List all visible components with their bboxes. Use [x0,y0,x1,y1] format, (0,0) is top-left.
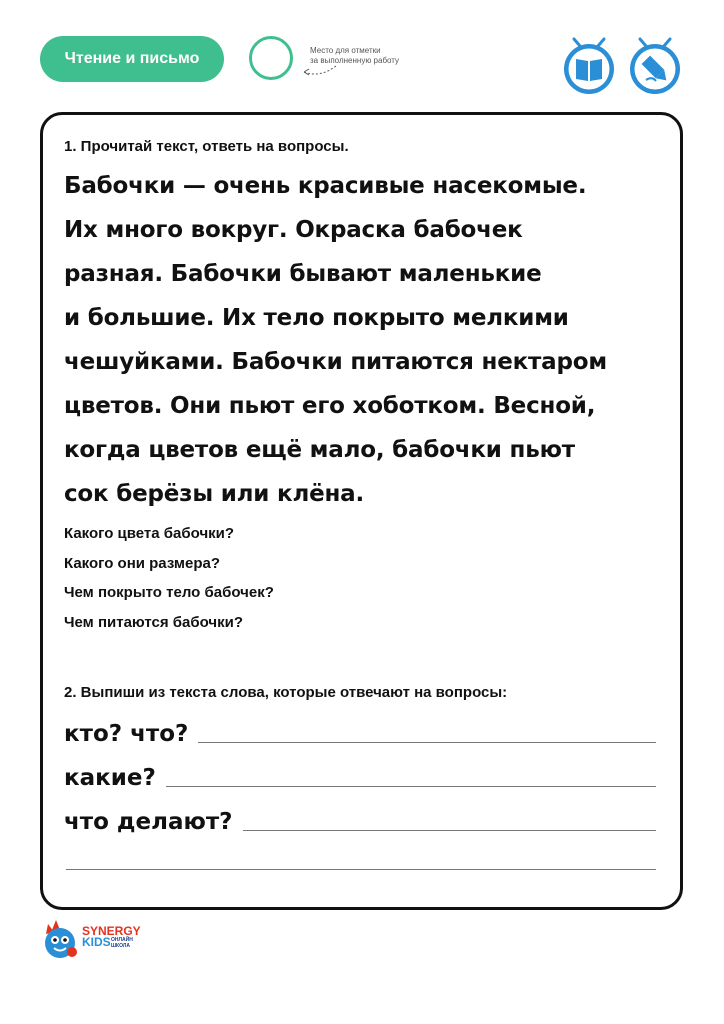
reading-text-line: сок берёзы или клёна. [64,481,365,507]
question-list [64,519,464,637]
grade-mark-note-line: за выполненную работу [310,56,400,65]
reading-text-line: чешуйками. Бабочки питаются нектаром [64,349,607,375]
grade-mark-circle[interactable] [249,36,293,80]
answer-prompt: какие? [64,765,156,791]
logo-word: KIDS [82,935,111,949]
answer-prompt: что делают? [64,809,233,835]
reading-text-line: разная. Бабочки бывают маленькие [64,261,542,287]
grade-mark-note [310,46,430,66]
answer-line[interactable] [198,742,656,743]
reading-text-line: и большие. Их тело покрыто мелкими [64,305,569,331]
reading-text-line: Их много вокруг. Окраска бабочек [64,217,523,243]
task2-heading: 2. Выпиши из текста слова, которые отвечают на вопросы: [64,684,508,701]
answer-prompt: кто? что? [64,721,189,747]
question-item: Чем питаются бабочки? [64,613,244,631]
question-item: Какого цвета бабочки? [64,525,235,542]
logo-sub-word: ШКОЛА [111,943,130,949]
book-icon [560,34,618,96]
logo-sub-word: ОНЛАЙН [111,937,133,943]
answer-line[interactable] [243,830,656,831]
answer-line[interactable] [166,786,656,787]
synergy-kids-mascot-icon [38,916,84,962]
answer-line-extra[interactable] [66,869,656,870]
logo-subtitle [111,937,133,949]
answer-row-what-doing [64,796,656,836]
reading-text-line: когда цветов ещё мало, бабочки пьют [64,437,575,463]
logo-word: SYNERGY [82,924,141,938]
question-item: Какого они размера? [64,554,221,572]
subject-badge: Чтение и письмо [40,36,224,82]
grade-mark-note-line: Место для отметки [310,46,381,55]
answer-row-which [64,752,656,792]
pencil-icon [626,34,684,96]
reading-text-line: цветов. Они пьют его хоботком. Весной, [64,393,596,419]
question-item: Чем покрыто тело бабочек? [64,584,274,601]
answer-row-who-what [64,708,656,748]
reading-text-line: Бабочки — очень красивые насекомые. [64,173,587,199]
task1-heading: 1. Прочитай текст, ответь на вопросы. [64,138,349,155]
reading-text [64,164,664,516]
